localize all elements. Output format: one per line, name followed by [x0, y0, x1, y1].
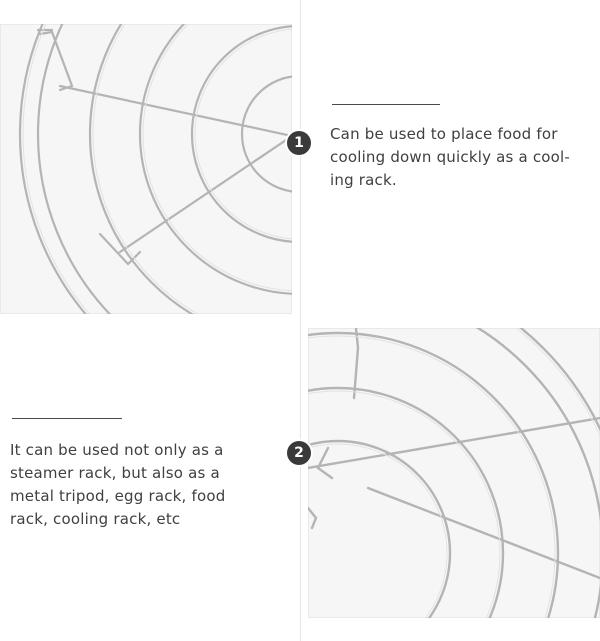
- caption-rule-2: [12, 418, 122, 419]
- caption-1-line: cooling down quickly as a cool-: [330, 148, 571, 166]
- rack-photo-bottom: [308, 328, 600, 618]
- step-badge-2: 2: [287, 441, 311, 465]
- caption-2-line: metal tripod, egg rack, food: [10, 487, 226, 505]
- caption-1: [330, 123, 570, 192]
- caption-2-line: rack, cooling rack, etc: [10, 510, 181, 528]
- rack-photo-top: [0, 24, 292, 314]
- step-badge-1: 1: [287, 131, 311, 155]
- caption-rule-1: [332, 104, 440, 105]
- caption-1-line: Can be used to place food for: [330, 125, 558, 143]
- steamer-rack-image-2: [308, 328, 600, 618]
- caption-2-line: steamer rack, but also as a: [10, 464, 220, 482]
- caption-2-line: It can be used not only as a: [10, 441, 224, 459]
- steamer-rack-image-1: [0, 24, 292, 314]
- caption-2: [10, 439, 225, 531]
- center-divider: [300, 0, 301, 641]
- caption-1-line: ing rack.: [330, 171, 397, 189]
